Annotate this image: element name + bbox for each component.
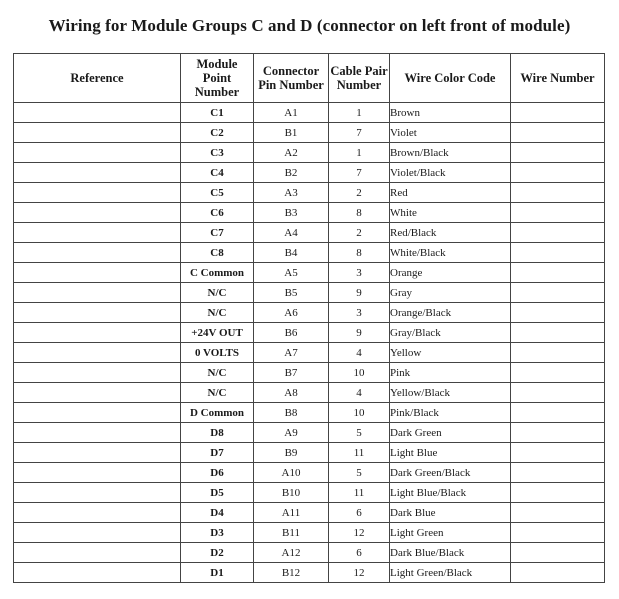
module-point-cell: C4 [181, 163, 254, 183]
cable-pair-cell: 7 [329, 123, 390, 143]
table-row [14, 143, 605, 163]
header-reference: Reference [14, 54, 181, 103]
cable-pair-cell: 4 [329, 343, 390, 363]
table-row [14, 523, 605, 543]
connector-pin-cell: B5 [254, 283, 329, 303]
connector-pin-cell: B10 [254, 483, 329, 503]
reference-cell [14, 463, 181, 483]
table-row [14, 263, 605, 283]
reference-cell [14, 263, 181, 283]
reference-cell [14, 543, 181, 563]
module-point-cell: N/C [181, 383, 254, 403]
wire-number-cell [511, 363, 605, 383]
connector-pin-cell: A11 [254, 503, 329, 523]
module-point-cell: D Common [181, 403, 254, 423]
module-point-cell: C3 [181, 143, 254, 163]
wire-color-cell: Gray [390, 283, 511, 303]
connector-pin-cell: B3 [254, 203, 329, 223]
table-row [14, 463, 605, 483]
reference-cell [14, 403, 181, 423]
cable-pair-cell: 3 [329, 263, 390, 283]
reference-cell [14, 303, 181, 323]
wire-color-cell: Yellow [390, 343, 511, 363]
cable-pair-cell: 5 [329, 423, 390, 443]
table-row [14, 483, 605, 503]
module-point-cell: C7 [181, 223, 254, 243]
wire-color-cell: Pink/Black [390, 403, 511, 423]
connector-pin-cell: A4 [254, 223, 329, 243]
wire-number-cell [511, 443, 605, 463]
cable-pair-cell: 10 [329, 403, 390, 423]
wire-color-cell: Red [390, 183, 511, 203]
connector-pin-cell: A7 [254, 343, 329, 363]
cable-pair-cell: 7 [329, 163, 390, 183]
table-row [14, 123, 605, 143]
connector-pin-cell: A8 [254, 383, 329, 403]
wire-color-cell: Gray/Black [390, 323, 511, 343]
reference-cell [14, 323, 181, 343]
wire-number-cell [511, 143, 605, 163]
wire-color-cell: Orange [390, 263, 511, 283]
module-point-cell: +24V OUT [181, 323, 254, 343]
reference-cell [14, 283, 181, 303]
reference-cell [14, 163, 181, 183]
connector-pin-cell: A2 [254, 143, 329, 163]
wire-color-cell: Yellow/Black [390, 383, 511, 403]
module-point-cell: D5 [181, 483, 254, 503]
connector-pin-cell: A9 [254, 423, 329, 443]
reference-cell [14, 103, 181, 123]
reference-cell [14, 443, 181, 463]
reference-cell [14, 563, 181, 583]
wire-color-cell: Red/Black [390, 223, 511, 243]
cable-pair-cell: 8 [329, 203, 390, 223]
connector-pin-cell: B4 [254, 243, 329, 263]
table-body [14, 103, 605, 583]
wire-color-cell: Brown [390, 103, 511, 123]
wire-color-cell: Violet/Black [390, 163, 511, 183]
wire-number-cell [511, 243, 605, 263]
wire-number-cell [511, 483, 605, 503]
module-point-cell: D4 [181, 503, 254, 523]
wire-number-cell [511, 383, 605, 403]
table-row [14, 383, 605, 403]
wire-number-cell [511, 523, 605, 543]
module-point-cell: D8 [181, 423, 254, 443]
cable-pair-cell: 6 [329, 543, 390, 563]
table-row [14, 443, 605, 463]
reference-cell [14, 343, 181, 363]
cable-pair-cell: 2 [329, 183, 390, 203]
connector-pin-cell: B1 [254, 123, 329, 143]
module-point-cell: D7 [181, 443, 254, 463]
reference-cell [14, 123, 181, 143]
wire-number-cell [511, 223, 605, 243]
reference-cell [14, 223, 181, 243]
wire-color-cell: Light Blue [390, 443, 511, 463]
wire-color-cell: Light Blue/Black [390, 483, 511, 503]
cable-pair-cell: 9 [329, 283, 390, 303]
module-point-cell: C8 [181, 243, 254, 263]
cable-pair-cell: 8 [329, 243, 390, 263]
connector-pin-cell: B8 [254, 403, 329, 423]
reference-cell [14, 483, 181, 503]
wire-number-cell [511, 263, 605, 283]
table-row [14, 343, 605, 363]
cable-pair-cell: 5 [329, 463, 390, 483]
wire-color-cell: Dark Green/Black [390, 463, 511, 483]
wire-number-cell [511, 303, 605, 323]
connector-pin-cell: A5 [254, 263, 329, 283]
cable-pair-cell: 3 [329, 303, 390, 323]
wire-color-cell: Light Green [390, 523, 511, 543]
cable-pair-cell: 11 [329, 443, 390, 463]
table-row [14, 563, 605, 583]
reference-cell [14, 523, 181, 543]
module-point-cell: C1 [181, 103, 254, 123]
table-row [14, 543, 605, 563]
connector-pin-cell: B11 [254, 523, 329, 543]
header-wire-number: Wire Number [511, 54, 605, 103]
table-row [14, 203, 605, 223]
reference-cell [14, 423, 181, 443]
table-row [14, 503, 605, 523]
module-point-cell: D1 [181, 563, 254, 583]
table-row [14, 283, 605, 303]
wire-number-cell [511, 563, 605, 583]
cable-pair-cell: 4 [329, 383, 390, 403]
reference-cell [14, 203, 181, 223]
wire-color-cell: White/Black [390, 243, 511, 263]
wire-color-cell: Pink [390, 363, 511, 383]
wire-color-cell: Violet [390, 123, 511, 143]
module-point-cell: C6 [181, 203, 254, 223]
reference-cell [14, 503, 181, 523]
reference-cell [14, 143, 181, 163]
cable-pair-cell: 12 [329, 563, 390, 583]
wire-number-cell [511, 183, 605, 203]
cable-pair-cell: 9 [329, 323, 390, 343]
table-row [14, 103, 605, 123]
wire-number-cell [511, 283, 605, 303]
table-row [14, 243, 605, 263]
header-cable-pair: Cable Pair Number [329, 54, 390, 103]
table-header-row [14, 54, 605, 103]
module-point-cell: D2 [181, 543, 254, 563]
table-row [14, 423, 605, 443]
wire-number-cell [511, 423, 605, 443]
wire-number-cell [511, 463, 605, 483]
table-row [14, 363, 605, 383]
connector-pin-cell: B9 [254, 443, 329, 463]
wire-number-cell [511, 203, 605, 223]
reference-cell [14, 383, 181, 403]
cable-pair-cell: 1 [329, 143, 390, 163]
connector-pin-cell: A3 [254, 183, 329, 203]
header-module-point: Module Point Number [181, 54, 254, 103]
module-point-cell: 0 VOLTS [181, 343, 254, 363]
reference-cell [14, 363, 181, 383]
module-point-cell: N/C [181, 303, 254, 323]
module-point-cell: N/C [181, 283, 254, 303]
wire-color-cell: Dark Blue/Black [390, 543, 511, 563]
wire-number-cell [511, 543, 605, 563]
connector-pin-cell: A6 [254, 303, 329, 323]
connector-pin-cell: B6 [254, 323, 329, 343]
wire-color-cell: Brown/Black [390, 143, 511, 163]
wiring-table [13, 53, 605, 583]
wire-color-cell: Orange/Black [390, 303, 511, 323]
connector-pin-cell: A12 [254, 543, 329, 563]
module-point-cell: D3 [181, 523, 254, 543]
wire-number-cell [511, 323, 605, 343]
wire-color-cell: Dark Blue [390, 503, 511, 523]
connector-pin-cell: B7 [254, 363, 329, 383]
wire-number-cell [511, 123, 605, 143]
wire-number-cell [511, 163, 605, 183]
wire-number-cell [511, 503, 605, 523]
table-row [14, 163, 605, 183]
wire-color-cell: Light Green/Black [390, 563, 511, 583]
connector-pin-cell: A1 [254, 103, 329, 123]
cable-pair-cell: 12 [329, 523, 390, 543]
header-wire-color: Wire Color Code [390, 54, 511, 103]
cable-pair-cell: 2 [329, 223, 390, 243]
wire-color-cell: White [390, 203, 511, 223]
table-row [14, 303, 605, 323]
table-row [14, 223, 605, 243]
wire-number-cell [511, 343, 605, 363]
cable-pair-cell: 11 [329, 483, 390, 503]
cable-pair-cell: 1 [329, 103, 390, 123]
wire-number-cell [511, 103, 605, 123]
reference-cell [14, 183, 181, 203]
reference-cell [14, 243, 181, 263]
module-point-cell: N/C [181, 363, 254, 383]
wire-color-cell: Dark Green [390, 423, 511, 443]
wire-number-cell [511, 403, 605, 423]
connector-pin-cell: B12 [254, 563, 329, 583]
header-connector-pin: Connector Pin Number [254, 54, 329, 103]
module-point-cell: C Common [181, 263, 254, 283]
cable-pair-cell: 6 [329, 503, 390, 523]
module-point-cell: C2 [181, 123, 254, 143]
module-point-cell: C5 [181, 183, 254, 203]
table-row [14, 183, 605, 203]
table-row [14, 323, 605, 343]
document-title: Wiring for Module Groups C and D (connector on left front of module) [48, 16, 571, 35]
cable-pair-cell: 10 [329, 363, 390, 383]
connector-pin-cell: B2 [254, 163, 329, 183]
module-point-cell: D6 [181, 463, 254, 483]
connector-pin-cell: A10 [254, 463, 329, 483]
table-row [14, 403, 605, 423]
